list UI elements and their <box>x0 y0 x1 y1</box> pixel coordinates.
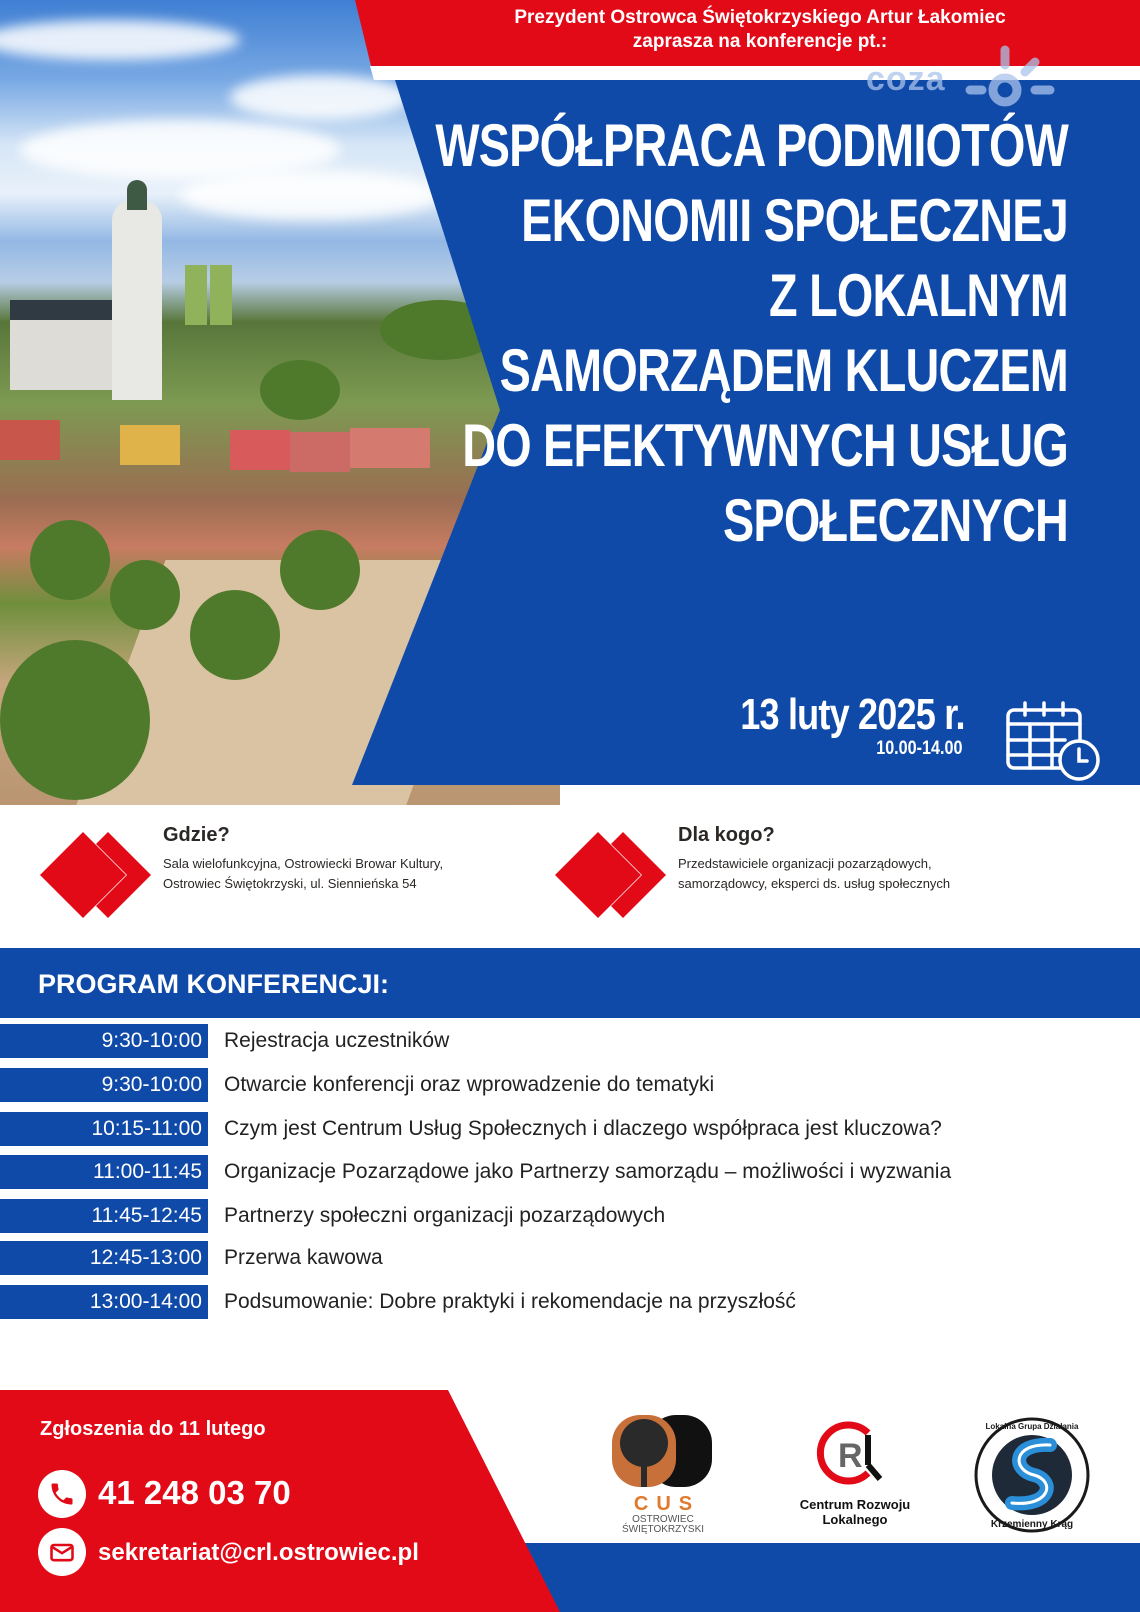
red-chevron-icon <box>553 830 673 920</box>
program-header <box>0 948 1140 1018</box>
program-time: 9:30-10:00 <box>0 1024 208 1058</box>
cus-abbr: CUS <box>633 1493 701 1515</box>
phone-icon <box>38 1470 86 1518</box>
title-line: EKONOMII SPOŁECZNEJ <box>521 187 1068 254</box>
crl-magnifier-icon <box>780 1415 930 1495</box>
calendar-clock-icon <box>1005 700 1101 782</box>
logo-crl <box>780 1415 930 1535</box>
logo-lgd-krzemienny-krag <box>972 1415 1092 1535</box>
address-line-1: Sala wielofunkcyjna, Ostrowiecki Browar Kultury, <box>163 856 444 871</box>
crl-line-2: Lokalnego <box>822 1512 888 1527</box>
cus-location <box>608 1515 718 1535</box>
title-line: SPOŁECZNYCH <box>722 487 1068 554</box>
program-desc: Partnerzy społeczni organizacji pozarządowych <box>224 1204 666 1227</box>
title-line: DO EFEKTYWNYCH USŁUG <box>462 412 1069 479</box>
envelope-icon <box>38 1528 86 1576</box>
phone-number[interactable]: 41 248 03 70 <box>98 1474 291 1511</box>
program-desc: Podsumowanie: Dobre praktyki i rekomendacje na przyszłość <box>224 1290 796 1313</box>
where-address <box>163 854 443 894</box>
audience-line-2: samorządowcy, eksperci ds. usług społecznych <box>678 876 951 891</box>
program-row <box>0 1241 1140 1275</box>
svg-text:Krzemienny Krąg: Krzemienny Krąg <box>990 1519 1074 1530</box>
program-desc: Rejestracja uczestników <box>224 1029 450 1052</box>
program-heading: PROGRAM KONFERENCJI: <box>38 969 390 999</box>
program-desc: Organizacje Pozarządowe jako Partnerzy samorządu – możliwości i wyzwania <box>224 1160 952 1183</box>
where-label: Gdzie? <box>163 824 230 846</box>
program-row <box>0 1199 1140 1233</box>
program-time: 11:45-12:45 <box>0 1199 208 1233</box>
info-audience <box>553 812 1113 912</box>
watermark-logo: coza <box>866 60 946 98</box>
program-row <box>0 1285 1140 1319</box>
program-row <box>0 1068 1140 1102</box>
hero-section <box>0 0 1140 805</box>
crl-name <box>780 1497 930 1527</box>
address-line-2: Ostrowiec Świętokrzyski, ul. Siennieńska 54 <box>163 876 417 891</box>
cus-line-1: OSTROWIEC <box>632 1514 694 1525</box>
red-chevron-icon <box>38 830 158 920</box>
event-time: 10.00-14.00 <box>875 738 962 759</box>
program-desc: Przerwa kawowa <box>224 1246 383 1269</box>
info-where <box>38 812 538 912</box>
audience-label: Dla kogo? <box>678 824 775 846</box>
tree-icon <box>608 1415 718 1495</box>
program-time: 12:45-13:00 <box>0 1241 208 1275</box>
title-line: WSPÓŁPRACA PODMIOTÓW <box>435 112 1068 179</box>
conference-title <box>428 108 1068 558</box>
audience-description <box>678 854 950 894</box>
email-address[interactable]: sekretariat@crl.ostrowiec.pl <box>98 1539 419 1566</box>
program-time: 9:30-10:00 <box>0 1068 208 1102</box>
program-time: 11:00-11:45 <box>0 1155 208 1189</box>
river-circle-icon <box>972 1415 1092 1535</box>
program-row <box>0 1024 1140 1058</box>
title-line: Z LOKALNYM <box>769 262 1068 329</box>
crl-line-1: Centrum Rozwoju <box>799 1497 911 1512</box>
logo-cus <box>608 1415 718 1535</box>
program-time: 13:00-14:00 <box>0 1285 208 1319</box>
svg-text:Lokalna Grupa Działania: Lokalna Grupa Działania <box>985 1422 1079 1431</box>
cus-line-2: ŚWIĘTOKRZYSKI <box>621 1524 705 1535</box>
event-date: 13 luty 2025 r. <box>740 690 965 739</box>
invite-line-1: Prezydent Ostrowca Świętokrzyskiego Artur Łakomiec <box>514 7 1006 28</box>
registration-deadline: Zgłoszenia do 11 lutego <box>40 1418 266 1440</box>
invite-line-2: zaprasza na konferencje pt.: <box>632 31 888 52</box>
program-time: 10:15-11:00 <box>0 1112 208 1146</box>
watermark-sun-icon <box>960 40 1070 110</box>
svg-text:R: R <box>838 1437 863 1475</box>
program-desc: Czym jest Centrum Usług Społecznych i dlaczego współpraca jest kluczowa? <box>224 1117 942 1140</box>
program-row <box>0 1155 1140 1189</box>
title-line: SAMORZĄDEM KLUCZEM <box>499 337 1068 404</box>
audience-line-1: Przedstawiciele organizacji pozarządowych, <box>678 856 932 871</box>
program-desc: Otwarcie konferencji oraz wprowadzenie do tematyki <box>224 1073 715 1096</box>
program-row <box>0 1112 1140 1146</box>
